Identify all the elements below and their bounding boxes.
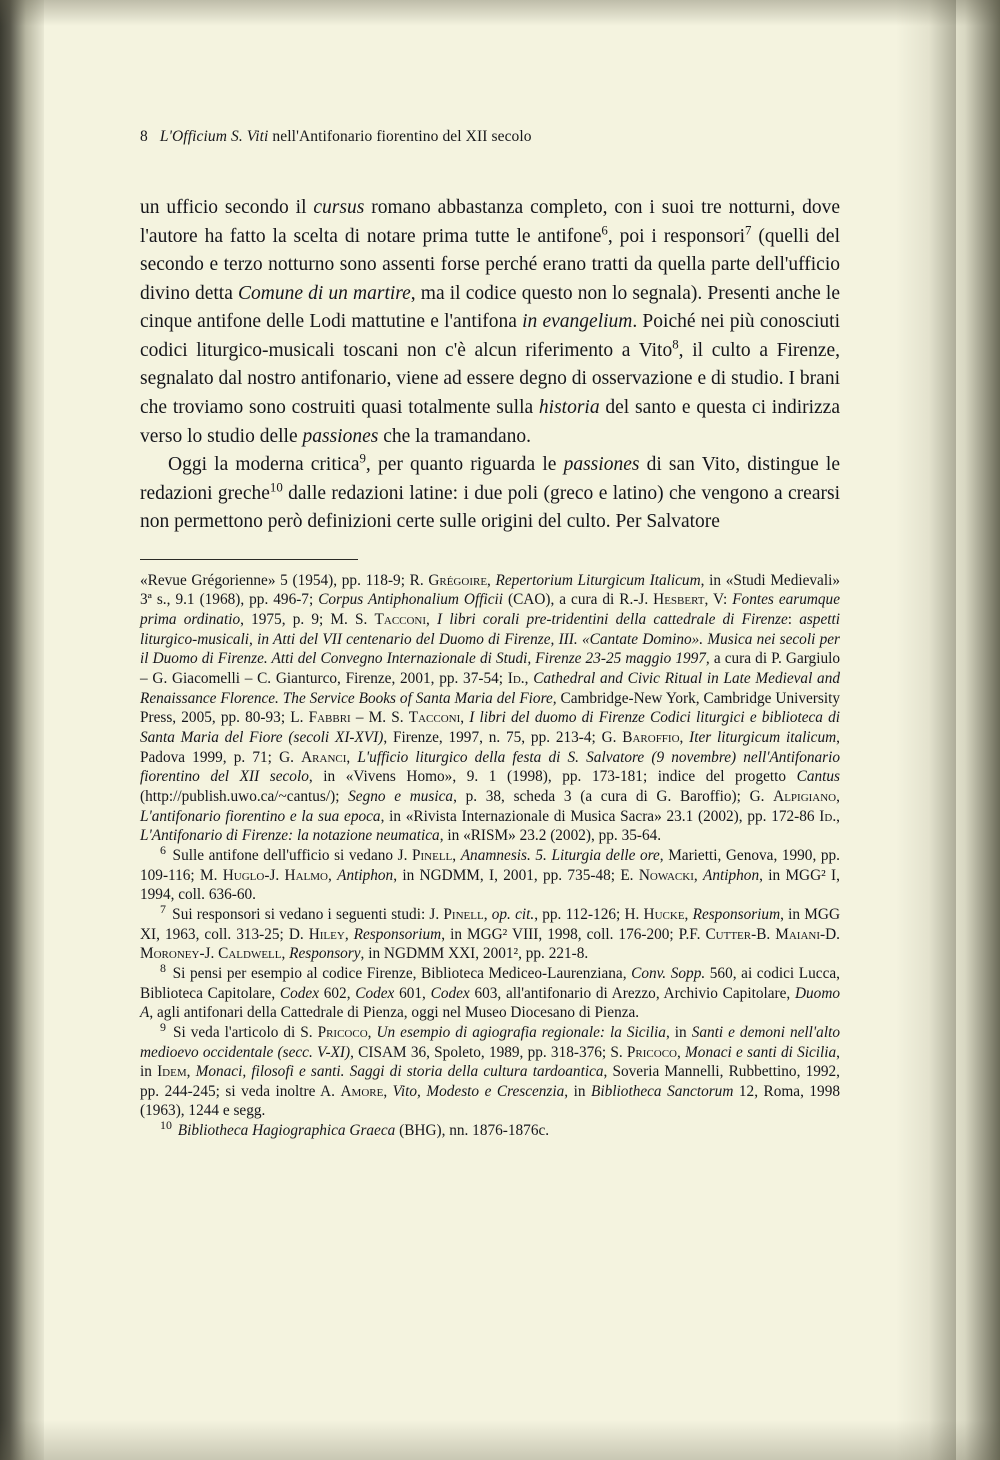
paragraph-1: un ufficio secondo il cursus romano abbastanza completo, con i suoi tre notturni, dove l'autore ha fatto la scelta di notare prima tutte le antifone$^6$, poi i responsori$^7$ (quelli del secondo e terzo notturno sono assenti forse perché erano tratti da quella parte dell'ufficio divino detta Comune di un martire, ma il codice questo non lo segnala). Presenti anche le cinque antifone delle Lodi mattutine e l'antifona in evangelium. Poiché nei più conosciuti codici liturgico-musicali toscani non c'è alcun riferimento a Vito$^8$, il culto a Firenze, segnalato dal nostro antifonario, viene ad essere degno di osservazione e di studio. I brani che troviamo sono costruiti quasi totalmente sulla historia del santo e questa ci indirizza verso lo studio delle passiones che la tramandano. — [140, 197, 840, 447]
footnote-number: 10 — [160, 1118, 172, 1133]
footnote-number: 6 — [160, 842, 166, 857]
note-9: $^9$ Si veda l'articolo di S. Pricoco, Un esempio di agiografia regionale: la Sicilia, in Santi e demoni nell'alto medioevo occidentale (secc. V-XI), CISAM 36, Spoleto, 1989, pp. 318-376; S. Pricoco, Monaci e santi di Sicilia, in Idem, Monaci, filosofi e santi. Saggi di storia della cultura tardoantica, Soveria Mannelli, Rubbettino, 1992, pp. 244-245; si veda inoltre A. Amore, Vito, Modesto e Crescenzia, in Bibliotheca Sanctorum 12, Roma, 1998 (1963), 1244 e segg. — [140, 1019, 841, 1120]
footnotes-block — [140, 571, 840, 1141]
note-6: $^6$ Sulle antifone dell'ufficio si vedano J. Pinell, Anamnesis. 5. Liturgia delle ore, Marietti, Genova, 1990, pp. 109-116; M. Huglo-J. Halmo, Antiphon, in NGDMM, I, 2001, pp. 735-48; E. Nowacki, Antiphon, in MGG² I, 1994, coll. 636-60. — [140, 842, 840, 904]
running-head-title: L'Officium S. Viti — [159, 128, 269, 145]
page-content — [140, 0, 840, 1141]
footnote-number: 7 — [160, 901, 166, 916]
paragraph-2: Oggi la moderna critica$^9$, per quanto riguarda le passiones di san Vito, distingue le redazioni greche$^{10}$ dalle redazioni latine: i due poli (greco e latino) che vengono a crearsi non permettono però definizioni certe sulle origini del culto. Per Salvatore — [140, 451, 840, 533]
footnote-number: 9 — [160, 1019, 166, 1034]
book-page — [44, 0, 956, 1460]
body-text — [140, 194, 840, 537]
note-continued: «Revue Grégorienne» 5 (1954), pp. 118-9; R. Grégoire, Repertorium Liturgicum Italicum, in «Studi Medievali» 3ª s., 9.1 (1968), pp. 496-7; Corpus Antiphonalium Officii (CAO), a cura di R.-J. Hesbert, V: Fontes earumque prima ordinatio, 1975, p. 9; M. S. Tacconi, I libri corali pre-tridentini della cattedrale di Firenze: aspetti liturgico-musicali, in Atti del VII centenario del Duomo di Firenze, III. «Cantate Domino». Musica nei secoli per il Duomo di Firenze. Atti del Convegno Internazionale di Studi, Firenze 23-25 maggio 1997, a cura di P. Gargiulo – G. Giacomelli – C. Gianturco, Firenze, 2001, pp. 37-54; Id., Cathedral and Civic Ritual in Late Medieval and Renaissance Florence. The Service Books of Santa Maria del Fiore, Cambridge-New York, Cambridge University Press, 2005, pp. 80-93; L. Fabbri – M. S. Tacconi, I libri del duomo di Firenze Codici liturgici e biblioteca di Santa Maria del Fiore (secoli XI-XVI), Firenze, 1997, n. 75, pp. 213-4; G. Baroffio, Iter liturgicum italicum, Padova 1999, p. 71; G. Aranci, L'ufficio liturgico della festa di S. Salvatore (9 novembre) nell'Antifonario fiorentino del XII secolo, in «Vivens Homo», 9. 1 (1998), pp. 173-181; indice del progetto Cantus (http://publish.uwo.ca/~cantus/); Segno e musica, p. 38, scheda 3 (a cura di G. Baroffio); G. Alpigiano, L'antifonario fiorentino e la sua epoca, in «Rivista Internazionale di Musica Sacra» 23.1 (2002), pp. 172-86 Id., L'Antifonario di Firenze: la notazione neumatica, in «RISM» 23.2 (2002), pp. 35-64. — [140, 571, 841, 845]
note-7: $^7$ Sui responsori si vedano i seguenti studi: J. Pinell, op. cit., pp. 112-126; H. Hucke, Responsorium, in MGG XI, 1963, coll. 313-25; D. Hiley, Responsorium, in MGG² VIII, 1998, coll. 176-200; P.F. Cutter-B. Maiani-D. Moroney-J. Caldwell, Responsory, in NGDMM XXI, 2001², pp. 221-8. — [140, 901, 840, 963]
note-10: $^{10}$ Bibliotheca Hagiographica Graeca (BHG), nn. 1876-1876c. — [160, 1118, 550, 1140]
footnote-number: 8 — [160, 960, 166, 975]
running-head-subtitle: nell'Antifonario fiorentino del XII secolo — [268, 128, 532, 145]
note-8: $^8$ Si pensi per esempio al codice Firenze, Biblioteca Mediceo-Laurenziana, Conv. Sopp. 560, ai codici Lucca, Biblioteca Capitolare, Codex 602, Codex 601, Codex 603, all'antifonario di Arezzo, Archivio Capitolare, Duomo A, agli antifonari della Cattedrale di Pienza, oggi nel Museo Diocesano di Pienza. — [140, 960, 841, 1022]
footnote-separator-rule — [140, 559, 358, 560]
folio-number: 8 — [140, 128, 148, 145]
running-head — [140, 128, 840, 146]
page-surface — [44, 0, 956, 1460]
